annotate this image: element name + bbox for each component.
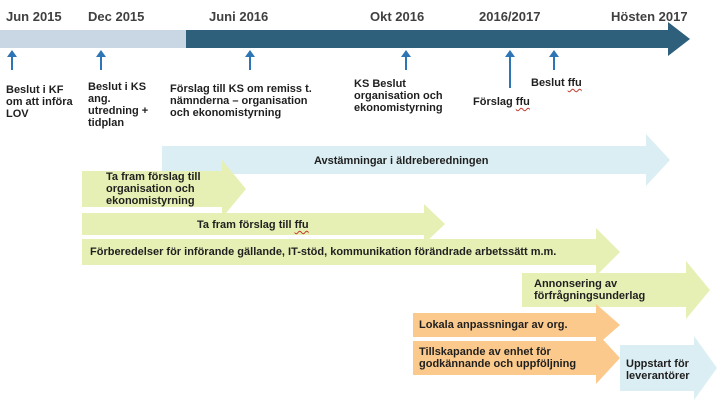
timeline-date-5: 2016/2017 (479, 9, 541, 24)
activity-label-6: Lokala anpassningar av org. (419, 319, 568, 331)
milestone-arrow-4 (401, 50, 411, 70)
timeline-arrow (186, 22, 690, 56)
activity-label-8: Uppstart för leverantörer (626, 358, 690, 382)
activity-label-5: Annonsering av förfrågningsunderlag (534, 278, 646, 302)
milestone-arrow-6 (549, 50, 559, 70)
milestone-arrow-3 (245, 50, 255, 70)
timeline-date-4: Okt 2016 (370, 9, 425, 24)
timeline-date-6: Hösten 2017 (611, 9, 688, 24)
milestone-label-5: Förslag ffu (473, 96, 530, 108)
milestone-label-6: Beslut ffu (531, 77, 582, 89)
milestone-label-4: KS Beslut organisation och ekonomistyrning (354, 78, 443, 114)
milestone-label-2: Beslut i KS ang. utredning + tidplan (88, 81, 149, 129)
timeline-date-1: Jun 2015 (6, 9, 62, 24)
activity-label-3: Ta fram förslag till ffu (197, 219, 309, 231)
timeline-date-2: Dec 2015 (88, 9, 145, 24)
timeline-bar-past (0, 30, 186, 48)
timeline-date-3: Juni 2016 (209, 9, 269, 24)
activity-label-1: Avstämningar i äldreberedningen (314, 155, 489, 167)
activity-label-4: Förberedelser för införande gällande, IT-stöd, kommunikation förändrade arbetssätt m.m. (90, 246, 557, 258)
milestone-arrow-5 (505, 50, 515, 88)
milestone-label-1: Beslut i KF om att införa LOV (6, 84, 73, 120)
milestone-label-3: Förslag till KS om remiss t. nämnderna – organisation och ekonomistyrning (170, 83, 312, 119)
activity-label-2: Ta fram förslag till organisation och ekonomistyrning (106, 171, 201, 207)
milestone-arrow-2 (96, 50, 106, 70)
activity-label-7: Tillskapande av enhet för godkännande och uppföljning (419, 346, 577, 370)
milestone-arrow-1 (7, 50, 17, 70)
